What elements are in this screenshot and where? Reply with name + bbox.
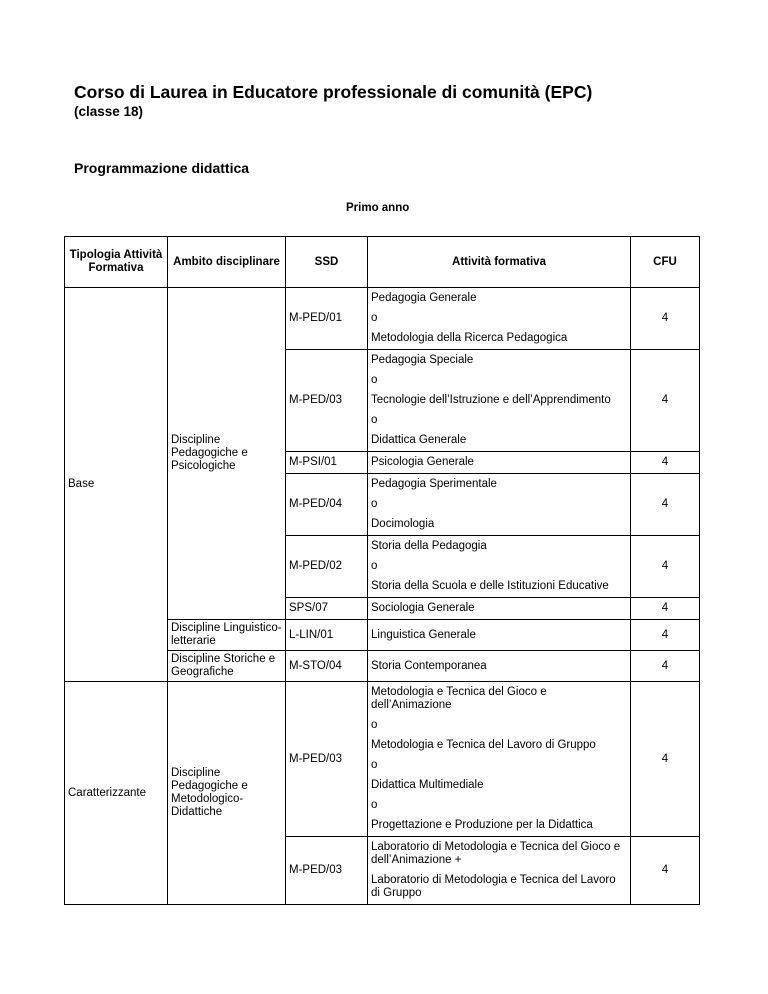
activity-separator: o xyxy=(371,414,378,426)
cfu-cell: 4 xyxy=(631,598,700,620)
year-heading: Primo anno xyxy=(346,202,410,214)
activity-name: Pedagogia Sperimentale xyxy=(371,478,497,490)
activity-name: Pedagogia Generale xyxy=(371,292,477,304)
activity-cell xyxy=(368,474,631,536)
activity-name: Metodologia e Tecnica del Lavoro di Gruppo xyxy=(371,739,596,751)
activity-name: Linguistica Generale xyxy=(371,628,476,641)
activity-cell xyxy=(368,536,631,598)
activity-name: Progettazione e Produzione per la Didattica xyxy=(371,819,593,831)
activity-separator: o xyxy=(371,560,378,572)
activity-name: Didattica Multimediale xyxy=(371,779,484,791)
section-heading: Programmazione didattica xyxy=(74,160,250,176)
activity-name: Tecnologie dell’Istruzione e dell’Apprendimento xyxy=(371,394,611,406)
activity-cell xyxy=(368,288,631,350)
cfu-cell: 4 xyxy=(631,350,700,452)
table-row xyxy=(65,288,700,350)
ssd-cell: M-PSI/01 xyxy=(286,452,368,474)
ssd-cell: M-PED/01 xyxy=(286,288,368,350)
document-subtitle: (classe 18) xyxy=(74,104,144,119)
activity-name: Didattica Generale xyxy=(371,434,467,446)
activity-name: Laboratorio di Metodologia e Tecnica del Lavoro di Gruppo xyxy=(371,874,616,899)
table-row xyxy=(65,682,700,837)
ssd-cell: M-PED/02 xyxy=(286,536,368,598)
activity-name: Storia della Scuola e delle Istituzioni Educative xyxy=(371,580,609,592)
activity-cell xyxy=(368,452,631,474)
activity-name: Pedagogia Speciale xyxy=(371,354,474,366)
table-header-row xyxy=(65,237,700,288)
ambito-pedagogiche-metodologico-didattiche: Discipline Pedagogiche e Metodologico-Didattiche xyxy=(168,682,286,905)
ssd-cell: M-PED/03 xyxy=(286,682,368,837)
header-cfu: CFU xyxy=(631,237,700,288)
header-tipologia: Tipologia Attività Formativa xyxy=(65,237,168,288)
activity-separator: o xyxy=(371,719,378,731)
tipologia-caratterizzante: Caratterizzante xyxy=(65,682,168,905)
cfu-cell: 4 xyxy=(631,452,700,474)
ambito-pedagogiche-psicologiche: Discipline Pedagogiche e Psicologiche xyxy=(168,288,286,620)
activity-separator: o xyxy=(371,799,378,811)
cfu-cell: 4 xyxy=(631,288,700,350)
activity-name: Laboratorio di Metodologia e Tecnica del Gioco e dell’Animazione + xyxy=(371,841,621,866)
header-ambito: Ambito disciplinare xyxy=(168,237,286,288)
cfu-cell: 4 xyxy=(631,474,700,536)
activity-name: Metodologia della Ricerca Pedagogica xyxy=(371,332,568,344)
activity-name: Storia Contemporanea xyxy=(371,659,487,672)
activity-name: Docimologia xyxy=(371,518,435,530)
activity-cell xyxy=(368,837,631,905)
cfu-cell: 4 xyxy=(631,682,700,837)
activity-separator: o xyxy=(371,759,378,771)
activity-cell xyxy=(368,350,631,452)
ssd-cell: L-LIN/01 xyxy=(286,620,368,651)
ssd-cell: M-STO/04 xyxy=(286,651,368,682)
activity-cell xyxy=(368,682,631,837)
cfu-cell: 4 xyxy=(631,837,700,905)
activity-name: Storia della Pedagogia xyxy=(371,540,487,552)
ambito-linguistico-letterarie: Discipline Linguistico-letterarie xyxy=(168,620,286,651)
cfu-cell: 4 xyxy=(631,536,700,598)
programme-table xyxy=(64,236,700,905)
activity-cell xyxy=(368,651,631,682)
activity-cell xyxy=(368,598,631,620)
activity-separator: o xyxy=(371,312,378,324)
document-title: Corso di Laurea in Educatore professionale di comunità (EPC) xyxy=(74,82,593,102)
activity-cell xyxy=(368,620,631,651)
activity-separator: o xyxy=(371,374,378,386)
ssd-cell: SPS/07 xyxy=(286,598,368,620)
ssd-cell: M-PED/04 xyxy=(286,474,368,536)
activity-name: Sociologia Generale xyxy=(371,602,475,614)
header-attivita: Attività formativa xyxy=(368,237,631,288)
activity-name: Psicologia Generale xyxy=(371,456,474,468)
tipologia-base: Base xyxy=(65,288,168,682)
ssd-cell: M-PED/03 xyxy=(286,350,368,452)
header-ssd: SSD xyxy=(286,237,368,288)
ssd-cell: M-PED/03 xyxy=(286,837,368,905)
cfu-cell: 4 xyxy=(631,651,700,682)
activity-separator: o xyxy=(371,498,378,510)
ambito-storiche-geografiche: Discipline Storiche e Geografiche xyxy=(168,651,286,682)
activity-name: Metodologia e Tecnica del Gioco e dell’Animazione xyxy=(371,686,547,711)
cfu-cell: 4 xyxy=(631,620,700,651)
